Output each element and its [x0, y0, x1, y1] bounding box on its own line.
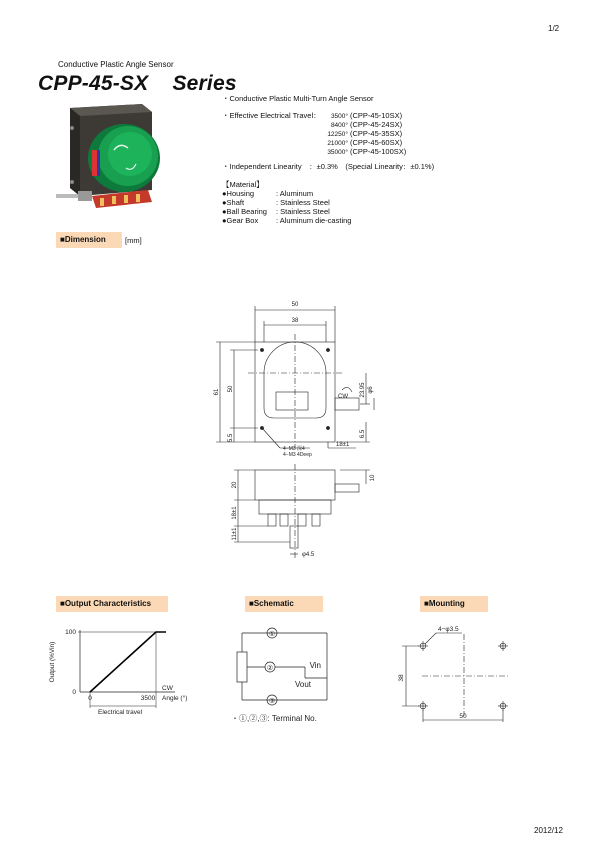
- dim-18: 18±1: [336, 442, 350, 448]
- terminal-3-label: ③: [268, 698, 276, 705]
- mounting-hole: [498, 641, 508, 651]
- mounting-hole: [498, 701, 508, 711]
- material-part: ●Ball Bearing: [222, 207, 267, 216]
- product-photo: [56, 98, 164, 222]
- dim-phi6: φ6: [368, 386, 374, 394]
- linearity-spec: ・Independent Linearity ：±0.3% (Special Linearity：±0.1%): [222, 162, 435, 171]
- chart-y-100: 100: [65, 629, 76, 636]
- material-row: [222, 207, 351, 216]
- travel-angle: 3500°: [330, 113, 348, 120]
- travel-row: [320, 147, 410, 156]
- schematic-diagram: [225, 620, 375, 728]
- product-description: ・Conductive Plastic Multi-Turn Angle Sensor: [222, 94, 374, 103]
- terminal-note: ・①,②,③: Terminal No.: [231, 714, 317, 723]
- dimension-drawing: [210, 298, 380, 568]
- travel-angle: 8400°: [330, 122, 348, 129]
- dimension-unit: [mm]: [125, 236, 142, 245]
- travel-row: [320, 120, 410, 129]
- travel-table: [320, 111, 410, 156]
- travel-angle: 21000°: [327, 140, 348, 147]
- travel-angle: 12250°: [327, 131, 348, 138]
- chart-x-3500: 3500: [140, 695, 156, 702]
- dim-phi4-5: φ4.5: [302, 552, 315, 558]
- travel-model: (CPP-45-60SX): [350, 138, 403, 147]
- vin-label: Vin: [309, 661, 321, 670]
- output-chart: [40, 620, 210, 720]
- material-value: : Aluminum die-casting: [276, 216, 352, 225]
- chart-cw-label: CW: [162, 685, 173, 692]
- chart-travel-label: Electrical travel: [98, 709, 143, 716]
- vout-label: Vout: [295, 680, 312, 689]
- cw-label: CW: [338, 394, 348, 400]
- hole-leader: [425, 633, 436, 644]
- material-row: [222, 189, 351, 198]
- chart-y-label: Output (%Vin): [49, 641, 56, 683]
- travel-model: (CPP-45-35SX): [350, 129, 403, 138]
- material-value: : Stainless Steel: [276, 207, 330, 216]
- dim-23-95: 23.95: [360, 382, 366, 398]
- dim-20: 20: [232, 481, 238, 489]
- travel-row: [320, 129, 410, 138]
- terminal-2-label: ②: [266, 665, 274, 672]
- dimension-header: ■Dimension: [56, 232, 122, 248]
- m3-note-a: 4−M3 深4: [283, 446, 305, 452]
- travel-model: (CPP-45-24SX): [350, 120, 403, 129]
- output-header: ■Output Characteristics: [56, 596, 168, 612]
- material-part: ●Gear Box: [222, 216, 259, 225]
- resistor-symbol: [237, 652, 247, 682]
- mounting-dim-50: 50: [459, 713, 467, 720]
- footer-date: 2012/12: [534, 826, 563, 835]
- page-title: CPP-45-SX Series: [38, 72, 237, 95]
- mounting-header: ■Mounting: [420, 596, 488, 612]
- mounting-hole: [418, 701, 428, 711]
- material-header: 【Material】: [222, 180, 264, 189]
- mounting-holes-label: 4−φ3.5: [438, 626, 459, 633]
- travel-angle: 35000°: [327, 149, 348, 156]
- schematic-header: ■Schematic: [245, 596, 323, 612]
- material-row: [222, 216, 351, 225]
- material-row: [222, 198, 351, 207]
- material-value: : Aluminum: [276, 189, 314, 198]
- dim-50: 50: [291, 302, 299, 308]
- dim-6-5: 6.5: [360, 429, 366, 439]
- material-part: ●Shaft: [222, 198, 245, 207]
- mounting-dim-38: 38: [398, 674, 405, 682]
- chart-series-line: [90, 632, 166, 692]
- chart-y-0: 0: [72, 689, 76, 696]
- chart-x-label: Angle (°): [162, 695, 188, 702]
- travel-model: (CPP-45-10SX): [350, 111, 403, 120]
- travel-label: ・Effective Electrical Travel：: [222, 111, 321, 120]
- dim-11: 11±1: [232, 527, 238, 541]
- dim-10: 10: [370, 474, 376, 482]
- material-list: [222, 189, 351, 225]
- travel-model: (CPP-45-100SX): [350, 147, 407, 156]
- product-subtitle: Conductive Plastic Angle Sensor: [58, 60, 174, 69]
- m3-note-b: 4−M3 4Deep: [283, 452, 312, 458]
- travel-row: [320, 111, 410, 120]
- dim-50v: 50: [228, 385, 234, 393]
- dim-5-5: 5.5: [228, 433, 234, 443]
- dim-38: 38: [291, 318, 299, 324]
- page-number: 1/2: [548, 24, 560, 33]
- chart-x-0: 0: [88, 695, 92, 702]
- dim-61: 61: [214, 388, 220, 396]
- travel-row: [320, 138, 410, 147]
- mounting-diagram: [390, 620, 520, 728]
- dim-18b: 18±1: [232, 506, 238, 520]
- terminal-1-label: ①: [268, 631, 276, 638]
- material-value: : Stainless Steel: [276, 198, 330, 207]
- material-part: ●Housing: [222, 189, 255, 198]
